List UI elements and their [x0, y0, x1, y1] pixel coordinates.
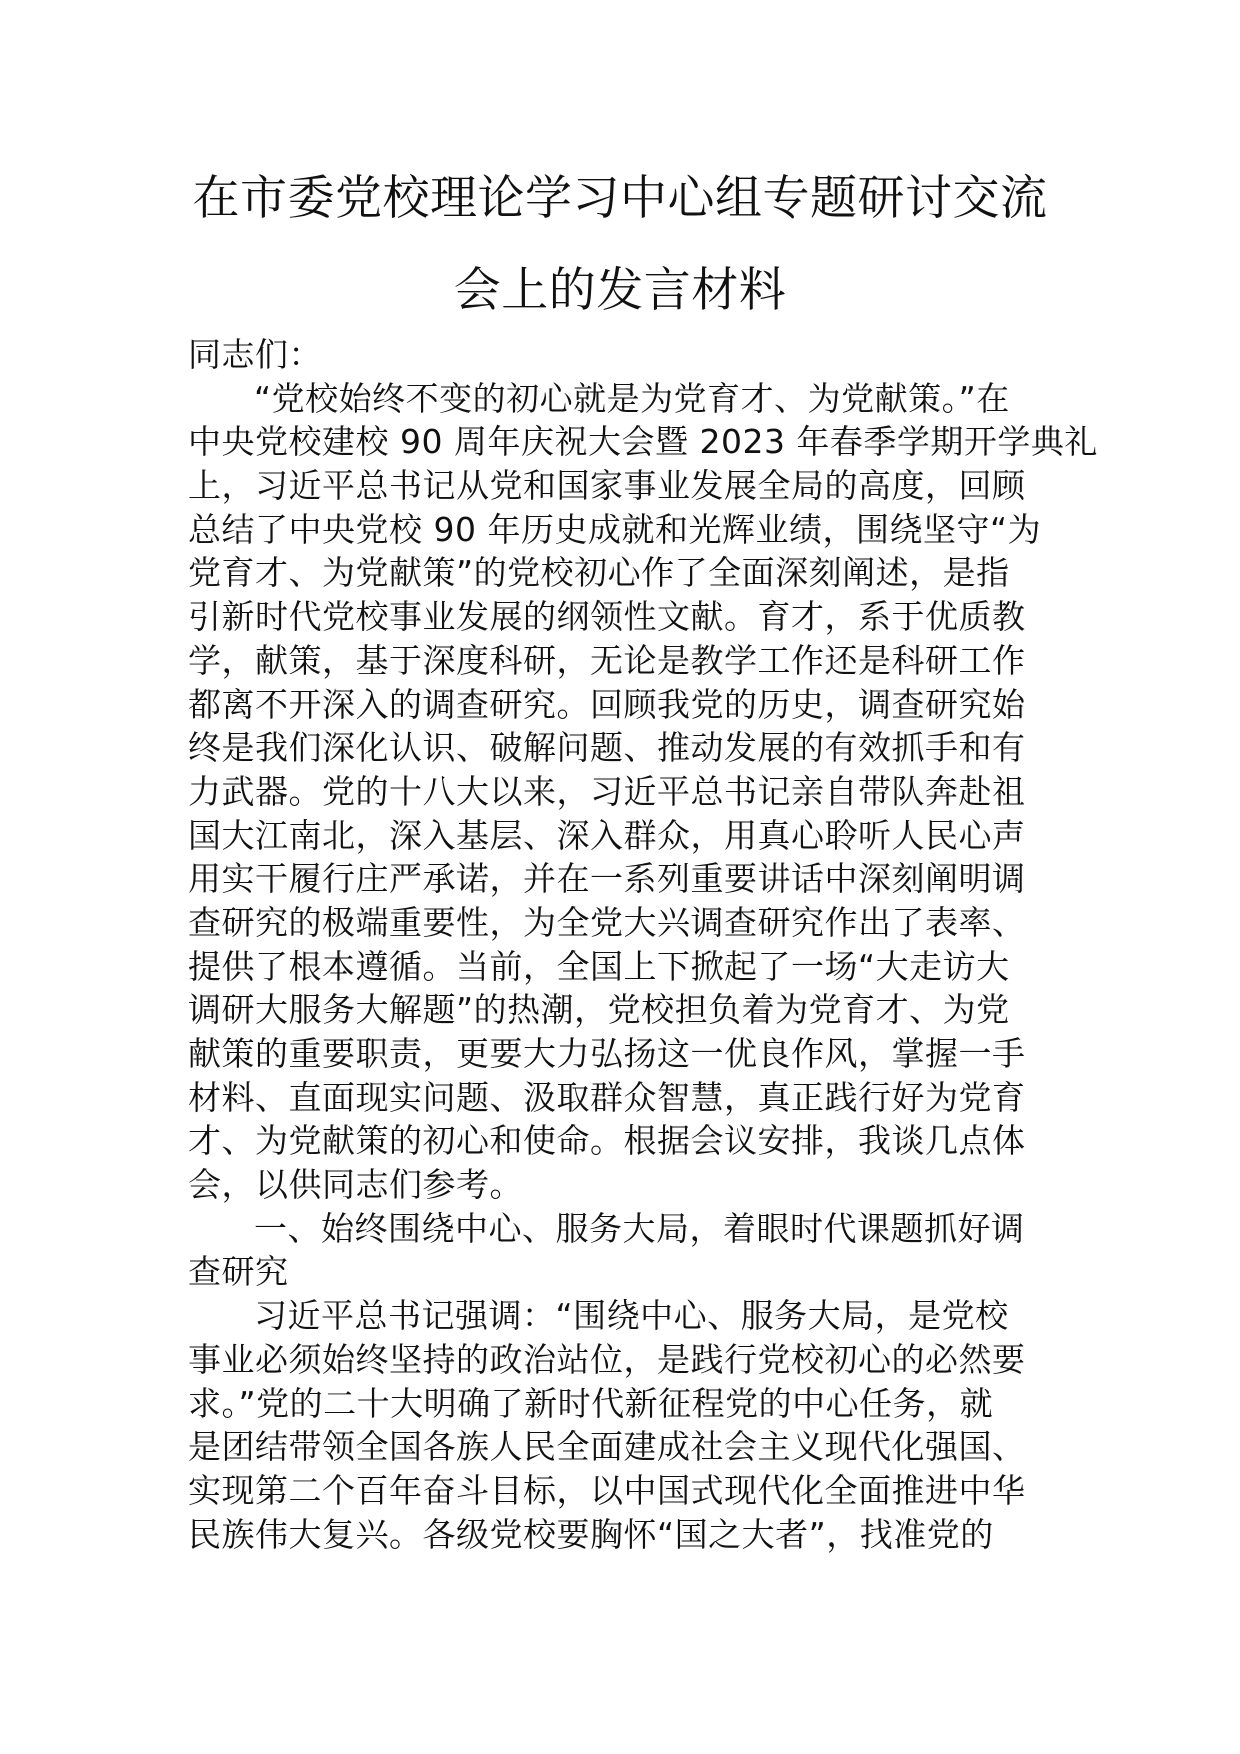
- paragraph-line: 引新时代党校事业发展的纲领性文献。育才，系于优质教: [188, 597, 1026, 637]
- section-heading-line: 查研究: [188, 1252, 289, 1292]
- paragraph-line: 民族伟大复兴。各级党校要胸怀“国之大者”，找准党的: [188, 1514, 994, 1554]
- paragraph-line: 学，献策，基于深度科研，无论是教学工作还是科研工作: [188, 640, 1026, 680]
- paragraph-line: 上，习近平总书记从党和国家事业发展全局的高度，回顾: [188, 466, 1026, 506]
- paragraph-line: 提供了根本遵循。当前，全国上下掀起了一场“大走访大: [188, 946, 1010, 986]
- document-body: [188, 333, 1098, 1556]
- paragraph-line: 用实干履行庄严承诺，并在一系列重要讲话中深刻阐明调: [188, 859, 1026, 899]
- paragraph-line: 实现第二个百年奋斗目标，以中国式现代化全面推进中华: [188, 1470, 1026, 1510]
- paragraph-line: 献策的重要职责，更要大力弘扬这一优良作风，掌握一手: [188, 1034, 1026, 1073]
- paragraph-line: 材料、直面现实问题、汲取群众智慧，真正践行好为党育: [188, 1077, 1026, 1117]
- paragraph-line: 习近平总书记强调：“围绕中心、服务大局，是党校: [254, 1296, 1009, 1336]
- paragraph-line: 总结了中央党校 90 年历史成就和光辉业绩，围绕坚守“为: [188, 509, 1042, 549]
- paragraph-line: 事业必须始终坚持的政治站位，是践行党校初心的必然要: [188, 1339, 1026, 1379]
- paragraph-line: 都离不开深入的调查研究。回顾我党的历史，调查研究始: [188, 684, 1026, 724]
- paragraph-line: “党校始终不变的初心就是为党育才、为党献策。”在: [254, 378, 1010, 418]
- paragraph-line: 终是我们深化认识、破解问题、推动发展的有效抓手和有: [188, 728, 1026, 768]
- salutation: 同志们：: [188, 335, 322, 374]
- paragraph-line: 是团结带领全国各族人民全面建成社会主义现代化强国、: [188, 1427, 1026, 1467]
- document-title-line-2: 会上的发言材料: [453, 263, 787, 318]
- paragraph-line: 查研究的极端重要性，为全党大兴调查研究作出了表率、: [188, 902, 1026, 942]
- paragraph-line: 力武器。党的十八大以来，习近平总书记亲自带队奔赴祖: [188, 771, 1026, 811]
- paragraph-line: 中央党校建校 90 周年庆祝大会暨 2023 年春季学期开学典礼: [188, 422, 1098, 462]
- paragraph-line: 党育才、为党献策”的党校初心作了全面深刻阐述，是指: [188, 553, 1010, 593]
- paragraph-line: 求。”党的二十大明确了新时代新征程党的中心任务，就: [188, 1383, 994, 1423]
- document-title-line-1: 在市委党校理论学习中心组专题研讨交流: [192, 171, 1048, 226]
- paragraph-line: 国大江南北，深入基层、深入群众，用真心聆听人民心声: [188, 815, 1026, 855]
- paragraph-line: 才、为党献策的初心和使命。根据会议安排，我谈几点体: [188, 1121, 1026, 1161]
- paragraph-line: 调研大服务大解题”的热潮，党校担负着为党育才、为党: [188, 990, 1010, 1030]
- section-heading-line: 一、始终围绕中心、服务大局，着眼时代课题抓好调: [254, 1208, 1025, 1248]
- paragraph-line: 会，以供同志们参考。: [188, 1165, 523, 1205]
